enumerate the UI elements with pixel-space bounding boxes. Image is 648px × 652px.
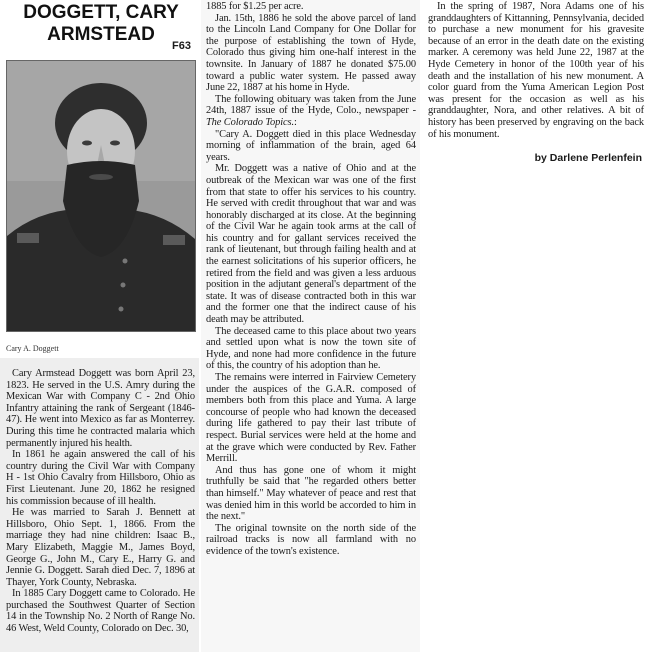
text-paragraph: Jan. 15th, 1886 he sold the above parcel of land to the Lincoln Land Company for One Dollar for the purpose of establishing the town of Hyde, Colorado thus giving him one-half interest in the townsite. In January of 1887 he donated $75.00 toward a public water system. He passed away June 22, 1887 at his home in Hyde. [206,12,416,94]
bio-paragraph: In 1861 he again answered the call of his country during the Civil War with Company H - 1st Ohio Cavalry from Hillsboro, Ohio as First Lieutenant. June 20, 1862 he resigned his commission because of ill health. [6,449,195,507]
column-left [0,0,199,652]
newspaper-name: The Colorado Topics. [206,116,294,128]
text-paragraph: 1885 for $1.25 per acre. [206,1,304,12]
text-paragraph: In the spring of 1987, Nora Adams one of his granddaughters of Kittanning, Pennsylvania, decided to purchase a new monument for his gravesite because of an error in the death date on the existing marker. A ceremony was held June 22, 1987 at the Hyde Cemetery in honor of the 100th year of his death and the installation of his new monument. A color guard from the Yuma American Legion Post was present for the occasion as well as his granddaughter, Nora, and other relatives. A bit of history has been preserved by engraving on the back of his monument. [428,1,644,140]
obituary-paragraph: The deceased came to this place about two years and settled upon what is now the town site of Hyde, and none had more confidence in the future of this, the country of his adoption than he. [206,325,416,372]
obituary-intro: The following obituary was taken from the June 24th, 1887 issue of the Hyde, Colo., newspaper - [206,93,416,117]
obituary-paragraph: "Cary A. Doggett died in this place Wednesday morning of inflammation of the brain, aged 64 years. [206,128,416,163]
obituary-paragraph: And thus has gone one of whom it might truthfully be said that "he regarded others better than himself." May whatever of peace and rest that was denied him in this world be accorded to him in the next." [206,464,416,523]
column-middle [201,0,420,652]
column-right [422,0,648,180]
article-title: DOGGETT, CARY ARMSTEAD [23,2,179,45]
text-paragraph: The original townsite on the north side of the railroad tracks is now all farmland with no evidence of the town's existence. [206,522,416,557]
obituary-paragraph: Mr. Doggett was a native of Ohio and at the outbreak of the Mexican war was one of the first from that state to offer his services to his country. He served with credit throughout that war and was honorably discharged at its close. At the beginning of the Civil War he again took arms at the call of his country and for gallant services received the rank of lieutenant, but through failing health and at the earnest solicitations of his superior officers, he retired from the field and was given a less arduous position in the adjutant general's department of the state. It was of disease contracted both in this war and the former one that the indirect cause of his death may be attributed. [206,163,416,326]
biography-box [0,358,199,652]
family-number: F63 [172,40,191,52]
portrait-photo [6,60,196,332]
portrait-illustration [7,61,195,331]
bio-paragraph: In 1885 Cary Doggett came to Colorado. He purchased the Southwest Quarter of Section 14 in the Township No. 2 North of Range No. 46 West, Weld County, Colorado on Dec. 30, [6,588,195,635]
obituary-paragraph: The remains were interred in Fairview Cemetery under the auspices of the G.A.R. composed of members both from this place and Yuma. A large concourse of people who had known the deceased during life gathered to pay their last tribute of respect. Burial services were held at the home and at the grave which were conducted by Rev. Father Merrill. [206,372,416,465]
obituary-intro-end: : [293,116,297,128]
bio-paragraph: He was married to Sarah J. Bennett at Hillsboro, Ohio Sept. 1, 1866. From the marriage they had nine children: Isaac B., Mary Elizabeth, Maggie M., James Boyd, George G., John M., Cary E., Harry G. and Jennie G. Doggett. Sarah died Dec. 7, 1896 at Thayer, York County, Nebraska. [6,507,195,588]
author-byline: by Darlene Perlenfein [534,152,642,165]
text-paragraph [206,94,416,129]
photo-caption: Cary A. Doggett [6,344,59,353]
bio-paragraph: Cary Armstead Doggett was born April 23, 1823. He served in the U.S. Amry during the Mexican War with Company C - 2nd Ohio Infantry attaining the rank of Sergeant (1846-47). He went into Mexico as far as Monterrey. During this time he contracted malaria which permanently injured his health. [6,368,195,449]
